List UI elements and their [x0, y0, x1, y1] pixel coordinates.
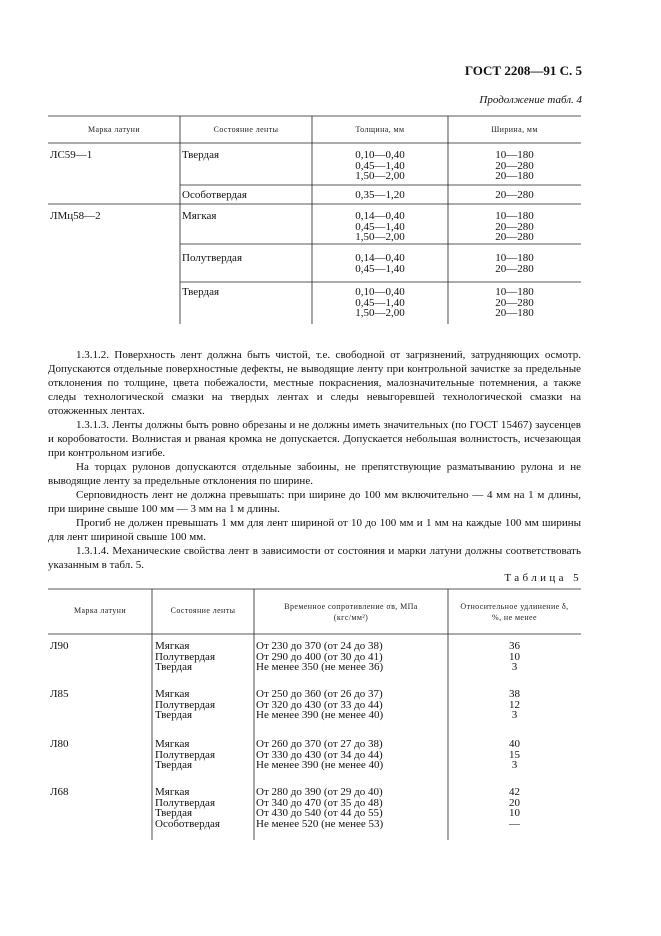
state-cell: Мягкая — [182, 210, 217, 222]
paragraph-ends: На торцах рулонов допускаются отдельные забоины, не препятствующие разматыванию рулона и не выводящие ленту за предельные отклонения по ширине. — [48, 461, 581, 487]
strength-cell: От 330 до 430 (от 34 до 44) — [256, 748, 383, 761]
elongation-cell: 3 — [511, 661, 518, 673]
strength-cell: От 430 до 540 (от 44 до 55) — [256, 807, 383, 819]
elongation-cell: 36 — [509, 640, 520, 652]
brand-cell: Л85 — [50, 688, 69, 700]
page-header: ГОСТ 2208—91 С. 5 — [464, 63, 582, 78]
elongation-cell: 40 — [509, 738, 520, 750]
table-4-header-width: Ширина, мм — [491, 125, 538, 134]
thickness-cell: 1,50—2,00 — [355, 170, 405, 182]
table-5-header-elongation-units: %, не менее — [492, 613, 537, 622]
strength-cell: Не менее 350 (не менее 36) — [256, 661, 384, 673]
thickness-cell: 0,45—1,40 — [355, 296, 405, 309]
brand-cell: Л68 — [50, 786, 69, 798]
state-cell: Мягкая — [155, 688, 190, 700]
elongation-cell: 20 — [509, 796, 520, 809]
strength-cell: От 340 до 470 (от 35 до 48) — [256, 796, 383, 809]
width-cell: 20—280 — [495, 296, 534, 309]
table-5-header-brand: Марка латуни — [73, 606, 127, 615]
thickness-cell: 0,10—0,40 — [355, 149, 405, 161]
width-cell: 10—180 — [495, 252, 534, 264]
table-5-header-elongation: Относительное удлинение δ, — [460, 602, 569, 611]
width-cell: 10—180 — [495, 210, 534, 222]
table-4-header-brand: Марка латуни — [87, 125, 141, 134]
paragraph-deflection: Прогиб не должен превышать 1 мм для лент шириной от 10 до 100 мм и 1 мм на каждые 100 мм ширины для лент шириной свыше 100 мм. — [48, 517, 581, 543]
thickness-cell: 0,10—0,40 — [355, 286, 405, 298]
elongation-cell: 3 — [511, 759, 518, 771]
paragraph-1-3-1-2: 1.3.1.2. Поверхность лент должна быть чистой, т.е. свободной от загрязнений, затрудняющих осмотр. Допускаются отдельные поверхностные дефекты, не выводящие ленту при контрольной зачистке за предельные отклонения по толщине, цвета побежалости, местные покраснения, малозначительные потемнения, а также следы технологической смазки на твердых лентах и следы невыгоревшей технологической смазки на отожженных лентах. — [48, 349, 581, 417]
width-cell: 20—280 — [495, 262, 534, 275]
strength-cell: Не менее 390 (не менее 40) — [256, 709, 384, 721]
elongation-cell: 10 — [509, 807, 520, 819]
thickness-cell: 0,45—1,40 — [355, 220, 405, 233]
elongation-cell: 12 — [509, 698, 520, 711]
elongation-cell: 38 — [509, 688, 520, 700]
table-5-header-state: Состояние ленты — [170, 606, 236, 615]
thickness-cell: 0,45—1,40 — [355, 159, 405, 172]
thickness-cell: 0,45—1,40 — [355, 262, 405, 275]
strength-cell: От 280 до 390 (от 29 до 40) — [256, 786, 383, 798]
strength-cell: Не менее 390 (не менее 40) — [256, 759, 384, 771]
paragraph-camber: Серповидность лент не должна превышать: при ширине до 100 мм включительно — 4 мм на 1 м длины, при ширине свыше 100 мм — 3 мм на 1 м длины. — [48, 489, 581, 515]
strength-cell: От 230 до 370 (от 24 до 38) — [256, 640, 383, 652]
table-5-header-strength: Временное сопротивление σв, МПа — [284, 602, 418, 611]
width-cell: 20—280 — [495, 220, 534, 233]
strength-cell: От 290 до 400 (от 30 до 41) — [256, 650, 383, 663]
strength-cell: От 250 до 360 (от 26 до 37) — [256, 688, 383, 700]
body-text — [48, 348, 581, 572]
width-cell: 20—280 — [495, 189, 534, 201]
thickness-cell: 1,50—2,00 — [355, 307, 405, 319]
state-cell: Особотвердая — [155, 817, 220, 830]
thickness-cell: 0,14—0,40 — [355, 210, 405, 222]
table-5-caption: Таблица 5 — [504, 572, 582, 584]
brand-cell: ЛС59—1 — [50, 149, 93, 161]
thickness-cell: 0,14—0,40 — [355, 252, 405, 264]
width-cell: 20—180 — [495, 170, 534, 182]
table-4-header-state: Состояние ленты — [213, 125, 279, 134]
width-cell: 10—180 — [495, 149, 534, 161]
state-cell: Твердая — [155, 807, 193, 819]
table-4-header-thickness: Толщина, мм — [355, 125, 405, 134]
table-continuation-label: Продолжение табл. 4 — [479, 94, 582, 106]
state-cell: Твердая — [155, 709, 193, 721]
strength-cell: От 320 до 430 (от 33 до 44) — [256, 698, 383, 711]
paragraph-1-3-1-4: 1.3.1.4. Механические свойства лент в зависимости от состояния и марки латуни должны соответствовать указанным в табл. 5. — [48, 545, 581, 571]
strength-cell: От 260 до 370 (от 27 до 38) — [256, 738, 383, 750]
state-cell: Полутвердая — [155, 650, 216, 663]
state-cell: Твердая — [182, 286, 220, 298]
width-cell: 20—280 — [495, 159, 534, 172]
state-cell: Полутвердая — [155, 698, 216, 711]
state-cell: Мягкая — [155, 640, 190, 652]
state-cell: Твердая — [155, 661, 193, 673]
table-5-header-strength-units: (кгс/мм²) — [333, 613, 369, 622]
state-cell: Полутвердая — [182, 252, 243, 264]
brand-cell: Л80 — [50, 738, 69, 750]
state-cell: Полутвердая — [155, 748, 216, 761]
strength-cell: Не менее 520 (не менее 53) — [256, 817, 384, 830]
elongation-cell: 3 — [511, 709, 518, 721]
elongation-cell: — — [509, 817, 520, 830]
elongation-cell: 42 — [509, 786, 520, 798]
width-cell: 20—280 — [495, 231, 534, 243]
width-cell: 10—180 — [495, 286, 534, 298]
paragraph-1-3-1-3: 1.3.1.3. Ленты должны быть ровно обрезаны и не должны иметь значительных (по ГОСТ 15467) заусенцев и коробоватости. Волнистая и рваная кромка не допускается. Допускается небольшая волнистость, исчезающая при контрольном изгибе. — [48, 419, 581, 459]
state-cell: Мягкая — [155, 738, 190, 750]
state-cell: Твердая — [182, 149, 220, 161]
state-cell: Особотвердая — [182, 189, 247, 201]
state-cell: Полутвердая — [155, 796, 216, 809]
elongation-cell: 10 — [509, 650, 520, 663]
state-cell: Твердая — [155, 759, 193, 771]
brand-cell: Л90 — [50, 640, 69, 652]
thickness-cell: 0,35—1,20 — [355, 189, 405, 201]
width-cell: 20—180 — [495, 307, 534, 319]
elongation-cell: 15 — [509, 748, 520, 761]
thickness-cell: 1,50—2,00 — [355, 231, 405, 243]
state-cell: Мягкая — [155, 786, 190, 798]
brand-cell: ЛМц58—2 — [50, 210, 101, 222]
